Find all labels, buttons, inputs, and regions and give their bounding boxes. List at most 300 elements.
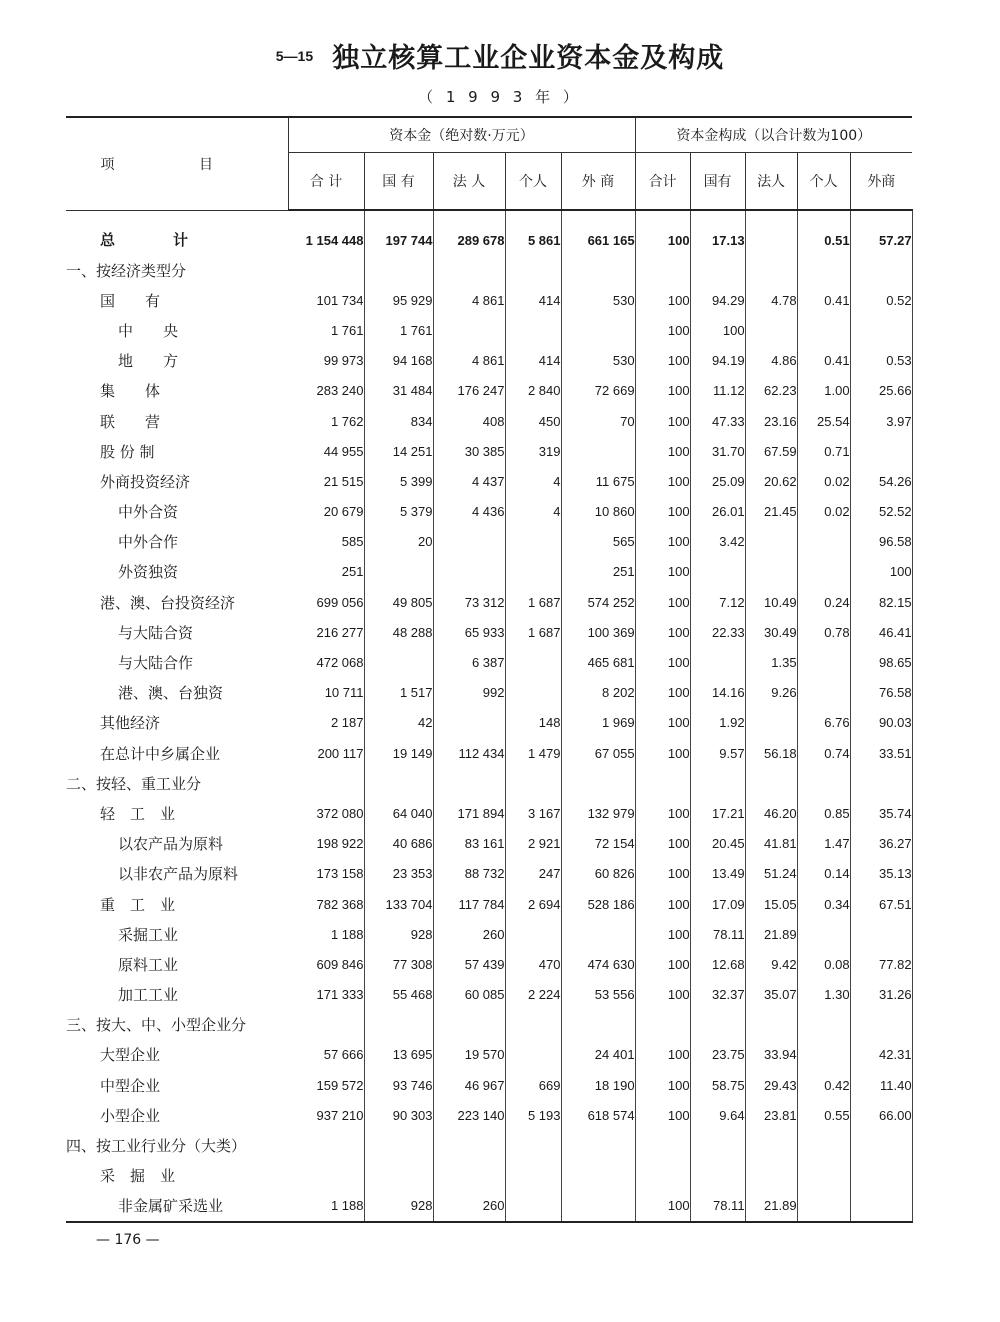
table-cell bbox=[364, 1010, 433, 1040]
table-cell: 1 687 bbox=[505, 587, 561, 617]
table-number: 5—15 bbox=[275, 47, 314, 64]
table-cell bbox=[745, 708, 797, 738]
table-cell: 100 bbox=[635, 829, 690, 859]
row-label: 大型企业 bbox=[100, 1046, 161, 1065]
table-cell bbox=[690, 1010, 745, 1040]
table-cell bbox=[364, 768, 433, 798]
table-cell: 67.59 bbox=[745, 436, 797, 466]
table-cell bbox=[850, 919, 912, 949]
table-cell: 100 bbox=[635, 587, 690, 617]
table-cell: 992 bbox=[433, 678, 505, 708]
table-cell: 94.29 bbox=[690, 285, 745, 315]
table-cell bbox=[797, 255, 850, 285]
table-cell: 289 678 bbox=[433, 210, 505, 255]
table-cell: 100 bbox=[635, 1040, 690, 1070]
table-cell: 14 251 bbox=[364, 436, 433, 466]
column-header-capital-1: 国 有 bbox=[364, 153, 433, 211]
table-cell bbox=[505, 527, 561, 557]
table-row bbox=[66, 1040, 912, 1070]
row-label: 港、澳、台独资 bbox=[118, 684, 224, 703]
table-cell bbox=[797, 1161, 850, 1191]
table-cell: 0.52 bbox=[850, 285, 912, 315]
table-row bbox=[66, 980, 912, 1010]
table-cell bbox=[433, 1130, 505, 1160]
table-cell: 100 bbox=[635, 285, 690, 315]
table-cell bbox=[288, 1010, 364, 1040]
table-cell bbox=[433, 768, 505, 798]
table-cell: 11.40 bbox=[850, 1070, 912, 1100]
table-cell: 618 574 bbox=[561, 1100, 635, 1130]
table-cell: 171 894 bbox=[433, 798, 505, 828]
table-cell bbox=[690, 255, 745, 285]
table-cell: 565 bbox=[561, 527, 635, 557]
table-cell: 112 434 bbox=[433, 738, 505, 768]
table-cell: 699 056 bbox=[288, 587, 364, 617]
table-cell: 609 846 bbox=[288, 949, 364, 979]
table-cell bbox=[505, 557, 561, 587]
table-cell: 4 861 bbox=[433, 346, 505, 376]
table-cell: 23.16 bbox=[745, 406, 797, 436]
table-cell bbox=[850, 315, 912, 345]
table-cell: 44 955 bbox=[288, 436, 364, 466]
table-cell: 22.33 bbox=[690, 617, 745, 647]
table-cell: 5 399 bbox=[364, 466, 433, 496]
table-cell: 1 761 bbox=[288, 315, 364, 345]
table-cell: 31.26 bbox=[850, 980, 912, 1010]
table-cell: 0.53 bbox=[850, 346, 912, 376]
table-cell: 928 bbox=[364, 1191, 433, 1222]
table-row bbox=[66, 466, 912, 496]
table-row bbox=[66, 768, 912, 798]
table-cell: 21.89 bbox=[745, 919, 797, 949]
column-header-structure-4: 外商 bbox=[850, 153, 912, 211]
table-cell: 2 921 bbox=[505, 829, 561, 859]
table-cell: 2 840 bbox=[505, 376, 561, 406]
table-cell: 57 666 bbox=[288, 1040, 364, 1070]
table-cell bbox=[505, 1040, 561, 1070]
column-header-capital-4: 外 商 bbox=[561, 153, 635, 211]
table-cell: 1 154 448 bbox=[288, 210, 364, 255]
table-cell: 937 210 bbox=[288, 1100, 364, 1130]
table-cell bbox=[288, 768, 364, 798]
table-cell: 10 860 bbox=[561, 497, 635, 527]
table-cell bbox=[635, 1161, 690, 1191]
row-label: 中外合作 bbox=[118, 533, 179, 552]
table-cell: 408 bbox=[433, 406, 505, 436]
table-cell: 0.85 bbox=[797, 798, 850, 828]
table-cell: 100 bbox=[635, 738, 690, 768]
table-cell: 88 732 bbox=[433, 859, 505, 889]
table-cell: 176 247 bbox=[433, 376, 505, 406]
column-header-structure-0: 合计 bbox=[635, 153, 690, 211]
column-header-structure-1: 国有 bbox=[690, 153, 745, 211]
column-header-structure-2: 法人 bbox=[745, 153, 797, 211]
table-cell bbox=[797, 768, 850, 798]
table-row bbox=[66, 859, 912, 889]
table-row bbox=[66, 587, 912, 617]
table-cell: 19 570 bbox=[433, 1040, 505, 1070]
table-cell: 100 bbox=[635, 315, 690, 345]
page-title: 独立核算工业企业资本金及构成 bbox=[332, 43, 725, 74]
table-cell: 56.18 bbox=[745, 738, 797, 768]
row-label: 重 工 业 bbox=[100, 895, 176, 914]
table-row bbox=[66, 889, 912, 919]
table-cell: 101 734 bbox=[288, 285, 364, 315]
table-cell: 1.47 bbox=[797, 829, 850, 859]
table-cell: 928 bbox=[364, 919, 433, 949]
table-cell: 283 240 bbox=[288, 376, 364, 406]
table-cell: 26.01 bbox=[690, 497, 745, 527]
table-cell: 23.81 bbox=[745, 1100, 797, 1130]
table-cell bbox=[433, 557, 505, 587]
table-cell: 46 967 bbox=[433, 1070, 505, 1100]
table-cell bbox=[850, 255, 912, 285]
table-cell: 100 bbox=[635, 889, 690, 919]
table-cell: 100 bbox=[635, 949, 690, 979]
table-cell bbox=[745, 1130, 797, 1160]
table-cell bbox=[797, 678, 850, 708]
table-cell: 12.68 bbox=[690, 949, 745, 979]
table-cell bbox=[561, 315, 635, 345]
table-cell bbox=[797, 527, 850, 557]
table-cell: 1 762 bbox=[288, 406, 364, 436]
table-cell: 4.78 bbox=[745, 285, 797, 315]
table-row bbox=[66, 376, 912, 406]
page-number: — 176 — bbox=[96, 1232, 160, 1248]
table-cell: 0.55 bbox=[797, 1100, 850, 1130]
row-label: 原料工业 bbox=[118, 955, 179, 974]
table-cell bbox=[745, 210, 797, 255]
table-cell bbox=[433, 708, 505, 738]
table-cell: 100 bbox=[635, 497, 690, 527]
table-cell: 77 308 bbox=[364, 949, 433, 979]
table-cell: 148 bbox=[505, 708, 561, 738]
row-label: 一、按经济类型分 bbox=[66, 261, 187, 280]
table-cell: 3.97 bbox=[850, 406, 912, 436]
table-cell: 1 761 bbox=[364, 315, 433, 345]
table-cell: 60 826 bbox=[561, 859, 635, 889]
table-cell bbox=[505, 1010, 561, 1040]
table-cell bbox=[364, 255, 433, 285]
column-header-item: 项 目 bbox=[66, 117, 288, 210]
table-cell: 20 679 bbox=[288, 497, 364, 527]
table-cell: 11 675 bbox=[561, 466, 635, 496]
table-cell: 73 312 bbox=[433, 587, 505, 617]
table-cell: 0.14 bbox=[797, 859, 850, 889]
table-cell bbox=[850, 1191, 912, 1222]
row-label: 中外合资 bbox=[118, 503, 179, 522]
table-cell bbox=[364, 557, 433, 587]
table-cell: 99 973 bbox=[288, 346, 364, 376]
table-cell bbox=[505, 1130, 561, 1160]
table-cell: 82.15 bbox=[850, 587, 912, 617]
table-cell: 100 bbox=[635, 346, 690, 376]
table-cell: 48 288 bbox=[364, 617, 433, 647]
table-row bbox=[66, 708, 912, 738]
row-label: 中型企业 bbox=[100, 1076, 161, 1095]
table-cell: 23 353 bbox=[364, 859, 433, 889]
row-label: 小型企业 bbox=[100, 1106, 161, 1125]
table-cell bbox=[690, 647, 745, 677]
table-cell: 3 167 bbox=[505, 798, 561, 828]
table-cell: 100 bbox=[635, 527, 690, 557]
table-cell: 64 040 bbox=[364, 798, 433, 828]
table-cell: 414 bbox=[505, 285, 561, 315]
table-cell: 94 168 bbox=[364, 346, 433, 376]
table-cell bbox=[561, 1130, 635, 1160]
table-cell: 100 bbox=[635, 406, 690, 436]
table-cell: 197 744 bbox=[364, 210, 433, 255]
table-cell: 465 681 bbox=[561, 647, 635, 677]
table-cell: 9.64 bbox=[690, 1100, 745, 1130]
table-cell: 0.34 bbox=[797, 889, 850, 919]
table-cell bbox=[745, 1161, 797, 1191]
capital-table bbox=[66, 116, 913, 1224]
table-cell bbox=[850, 436, 912, 466]
row-label: 其他经济 bbox=[100, 714, 161, 733]
table-cell: 6.76 bbox=[797, 708, 850, 738]
table-cell: 9.57 bbox=[690, 738, 745, 768]
table-cell bbox=[850, 1130, 912, 1160]
table-cell: 372 080 bbox=[288, 798, 364, 828]
table-cell: 25.54 bbox=[797, 406, 850, 436]
table-cell: 1.00 bbox=[797, 376, 850, 406]
table-cell bbox=[797, 919, 850, 949]
table-title bbox=[0, 36, 1000, 75]
table-cell: 100 bbox=[635, 210, 690, 255]
table-cell: 100 bbox=[635, 436, 690, 466]
table-cell bbox=[505, 255, 561, 285]
table-cell: 90 303 bbox=[364, 1100, 433, 1130]
table-cell: 54.26 bbox=[850, 466, 912, 496]
table-cell: 834 bbox=[364, 406, 433, 436]
table-cell bbox=[561, 1161, 635, 1191]
table-row bbox=[66, 1100, 912, 1130]
table-cell: 100 bbox=[635, 708, 690, 738]
table-cell: 10 711 bbox=[288, 678, 364, 708]
row-label: 中 央 bbox=[118, 321, 179, 340]
table-cell bbox=[364, 1161, 433, 1191]
table-cell: 76.58 bbox=[850, 678, 912, 708]
table-cell: 5 861 bbox=[505, 210, 561, 255]
row-label: 集 体 bbox=[100, 382, 161, 401]
row-label: 采 掘 业 bbox=[100, 1167, 176, 1186]
row-label: 外商投资经济 bbox=[100, 472, 191, 491]
table-cell: 100 bbox=[635, 859, 690, 889]
table-row bbox=[66, 1070, 912, 1100]
table-row bbox=[66, 406, 912, 436]
table-cell: 35.74 bbox=[850, 798, 912, 828]
table-row bbox=[66, 210, 912, 255]
table-cell: 5 193 bbox=[505, 1100, 561, 1130]
table-cell bbox=[288, 255, 364, 285]
table-cell: 40 686 bbox=[364, 829, 433, 859]
table-cell: 31 484 bbox=[364, 376, 433, 406]
table-cell: 19 149 bbox=[364, 738, 433, 768]
table-cell: 782 368 bbox=[288, 889, 364, 919]
table-cell: 47.33 bbox=[690, 406, 745, 436]
table-cell: 24 401 bbox=[561, 1040, 635, 1070]
table-cell bbox=[635, 1010, 690, 1040]
row-label: 与大陆合作 bbox=[118, 654, 194, 673]
table-cell bbox=[745, 315, 797, 345]
table-cell: 4 861 bbox=[433, 285, 505, 315]
table-row bbox=[66, 1191, 912, 1222]
table-cell: 4 bbox=[505, 497, 561, 527]
row-label: 国 有 bbox=[100, 291, 161, 310]
table-cell: 100 bbox=[635, 1191, 690, 1222]
table-cell: 60 085 bbox=[433, 980, 505, 1010]
table-cell: 13 695 bbox=[364, 1040, 433, 1070]
table-cell: 31.70 bbox=[690, 436, 745, 466]
table-cell bbox=[433, 1161, 505, 1191]
column-header-capital-3: 个人 bbox=[505, 153, 561, 211]
row-label: 联 营 bbox=[100, 412, 161, 431]
table-cell: 78.11 bbox=[690, 1191, 745, 1222]
table-cell: 1 687 bbox=[505, 617, 561, 647]
table-cell: 100 bbox=[635, 466, 690, 496]
table-cell: 1 969 bbox=[561, 708, 635, 738]
table-cell bbox=[797, 315, 850, 345]
table-cell: 100 bbox=[690, 315, 745, 345]
table-cell bbox=[505, 647, 561, 677]
table-cell: 93 746 bbox=[364, 1070, 433, 1100]
table-cell: 0.08 bbox=[797, 949, 850, 979]
table-cell: 25.09 bbox=[690, 466, 745, 496]
table-row bbox=[66, 1161, 912, 1191]
table-cell: 100 bbox=[635, 376, 690, 406]
table-cell: 100 bbox=[635, 919, 690, 949]
table-cell: 2 224 bbox=[505, 980, 561, 1010]
table-row bbox=[66, 285, 912, 315]
table-cell: 223 140 bbox=[433, 1100, 505, 1130]
table-cell: 260 bbox=[433, 919, 505, 949]
table-cell bbox=[690, 1161, 745, 1191]
row-label: 轻 工 业 bbox=[100, 804, 176, 823]
row-label: 股 份 制 bbox=[100, 442, 155, 461]
table-row bbox=[66, 527, 912, 557]
table-cell: 18 190 bbox=[561, 1070, 635, 1100]
column-header-structure-3: 个人 bbox=[797, 153, 850, 211]
table-cell bbox=[797, 647, 850, 677]
table-cell: 17.09 bbox=[690, 889, 745, 919]
table-cell: 5 379 bbox=[364, 497, 433, 527]
table-cell: 35.07 bbox=[745, 980, 797, 1010]
table-cell: 1.35 bbox=[745, 647, 797, 677]
table-cell: 33.94 bbox=[745, 1040, 797, 1070]
table-cell: 30 385 bbox=[433, 436, 505, 466]
table-cell: 133 704 bbox=[364, 889, 433, 919]
row-label: 以农产品为原料 bbox=[118, 835, 224, 854]
table-cell bbox=[561, 1191, 635, 1222]
table-cell: 0.41 bbox=[797, 285, 850, 315]
column-header-capital-2: 法 人 bbox=[433, 153, 505, 211]
table-cell: 474 630 bbox=[561, 949, 635, 979]
table-cell: 67 055 bbox=[561, 738, 635, 768]
table-row bbox=[66, 255, 912, 285]
table-cell: 100 bbox=[635, 647, 690, 677]
table-cell: 574 252 bbox=[561, 587, 635, 617]
table-cell: 1 188 bbox=[288, 1191, 364, 1222]
table-cell: 1.30 bbox=[797, 980, 850, 1010]
table-cell: 100 bbox=[850, 557, 912, 587]
row-label: 与大陆合资 bbox=[118, 623, 194, 642]
table-cell: 251 bbox=[288, 557, 364, 587]
table-cell: 661 165 bbox=[561, 210, 635, 255]
table-cell bbox=[505, 768, 561, 798]
table-cell bbox=[433, 1010, 505, 1040]
table-cell: 46.20 bbox=[745, 798, 797, 828]
table-cell: 530 bbox=[561, 285, 635, 315]
table-cell: 100 bbox=[635, 798, 690, 828]
table-cell: 10.49 bbox=[745, 587, 797, 617]
row-label: 三、按大、中、小型企业分 bbox=[66, 1016, 247, 1035]
table-cell: 530 bbox=[561, 346, 635, 376]
table-cell: 1.92 bbox=[690, 708, 745, 738]
table-row bbox=[66, 738, 912, 768]
table-cell: 98.65 bbox=[850, 647, 912, 677]
table-cell: 90.03 bbox=[850, 708, 912, 738]
table-cell bbox=[433, 315, 505, 345]
table-cell bbox=[433, 255, 505, 285]
table-row bbox=[66, 1010, 912, 1040]
table-cell: 200 117 bbox=[288, 738, 364, 768]
table-cell bbox=[690, 1130, 745, 1160]
table-cell bbox=[797, 1040, 850, 1070]
table-cell: 57 439 bbox=[433, 949, 505, 979]
table-cell: 58.75 bbox=[690, 1070, 745, 1100]
table-cell: 2 187 bbox=[288, 708, 364, 738]
table-cell bbox=[797, 1130, 850, 1160]
table-cell: 36.27 bbox=[850, 829, 912, 859]
table-cell bbox=[797, 1191, 850, 1222]
row-label: 加工工业 bbox=[118, 986, 179, 1005]
table-cell: 49 805 bbox=[364, 587, 433, 617]
table-cell: 62.23 bbox=[745, 376, 797, 406]
table-cell bbox=[690, 557, 745, 587]
table-cell: 0.51 bbox=[797, 210, 850, 255]
table-cell bbox=[364, 647, 433, 677]
table-cell bbox=[505, 315, 561, 345]
table-cell bbox=[745, 255, 797, 285]
table-cell: 17.21 bbox=[690, 798, 745, 828]
table-cell: 30.49 bbox=[745, 617, 797, 647]
table-cell bbox=[433, 527, 505, 557]
table-row bbox=[66, 617, 912, 647]
table-cell: 100 bbox=[635, 1070, 690, 1100]
table-cell: 100 bbox=[635, 557, 690, 587]
table-cell: 0.71 bbox=[797, 436, 850, 466]
row-label: 外资独资 bbox=[118, 563, 179, 582]
table-cell bbox=[364, 1130, 433, 1160]
table-cell: 4.86 bbox=[745, 346, 797, 376]
table-cell: 319 bbox=[505, 436, 561, 466]
table-cell: 96.58 bbox=[850, 527, 912, 557]
table-cell: 77.82 bbox=[850, 949, 912, 979]
table-cell bbox=[745, 1010, 797, 1040]
table-cell: 4 437 bbox=[433, 466, 505, 496]
table-cell: 67.51 bbox=[850, 889, 912, 919]
row-label: 总计 bbox=[100, 231, 247, 250]
table-cell: 20 bbox=[364, 527, 433, 557]
table-cell: 9.26 bbox=[745, 678, 797, 708]
table-cell: 66.00 bbox=[850, 1100, 912, 1130]
table-row bbox=[66, 919, 912, 949]
table-cell bbox=[745, 527, 797, 557]
table-cell bbox=[690, 768, 745, 798]
table-row bbox=[66, 678, 912, 708]
table-cell: 13.49 bbox=[690, 859, 745, 889]
